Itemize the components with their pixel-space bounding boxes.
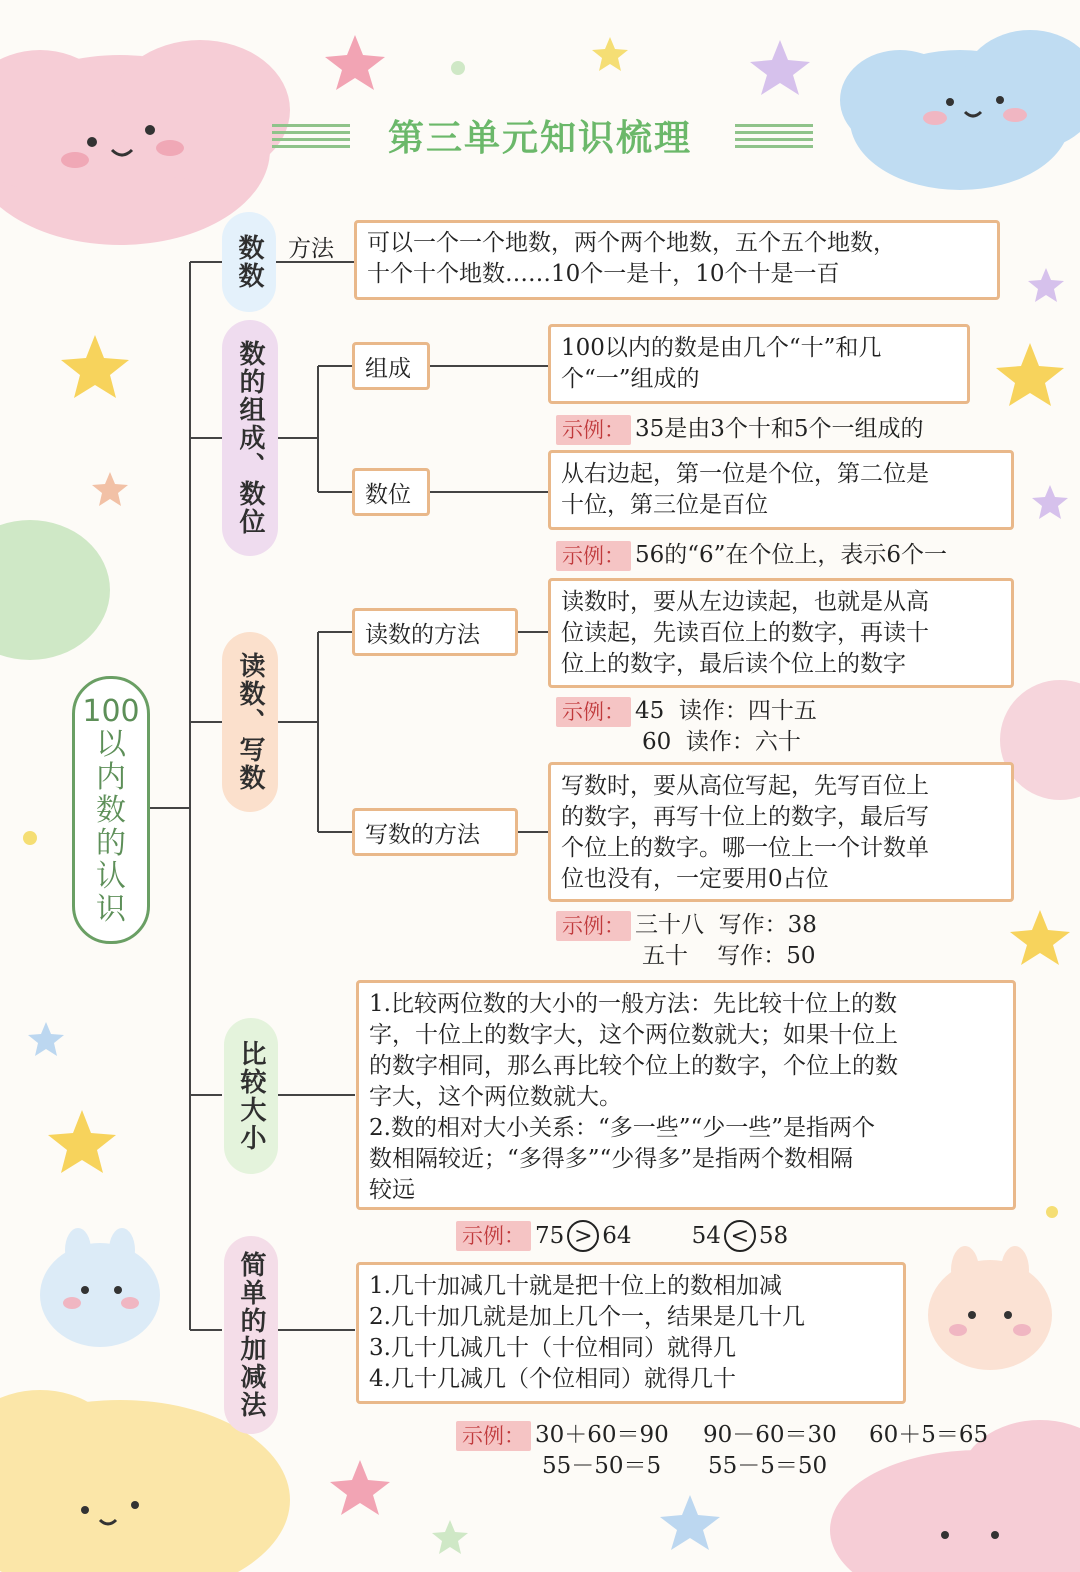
category-compare: 比较大小 (224, 1018, 278, 1174)
place-text-line: 从右边起，第一位是个位，第二位是 (561, 461, 929, 487)
addsub-text-line: 2.几十加几就是加上几个一，结果是几十几 (369, 1304, 805, 1330)
example-tag: 示例： (556, 415, 631, 445)
compare-value: 54 (691, 1222, 721, 1249)
example-text: 三十八 写作：38 (635, 912, 817, 938)
place-label: 数位 (352, 468, 430, 516)
category-count: 数数 (222, 212, 276, 312)
write-method-box (548, 762, 1014, 902)
compare-value: 75 (535, 1222, 565, 1249)
place-box (548, 450, 1014, 530)
equation: 55－5＝50 (708, 1453, 828, 1479)
star-icon (48, 1110, 116, 1173)
compose-box (548, 324, 970, 404)
read-text-line: 位上的数字，最后读个位上的数字 (561, 651, 906, 677)
star-icon (92, 472, 128, 506)
star-icon (996, 343, 1064, 406)
compare-text-line: 2.数的相对大小关系：“多一些”“少一些”是指两个 (369, 1115, 875, 1141)
compare-text-line: 数相隔较近；“多得多”“少得多”是指两个数相隔 (369, 1146, 854, 1172)
addsub-box (356, 1262, 906, 1404)
compare-text-line: 的数字相同，那么再比较个位上的数字，个位上的数 (369, 1053, 898, 1079)
addsub-text-line: 4.几十几减几（个位相同）就得几十 (369, 1366, 736, 1392)
greater-sign: > (567, 1220, 599, 1252)
star-icon (592, 37, 628, 71)
compare-value: 58 (758, 1222, 789, 1249)
addsub-example (456, 1420, 988, 1482)
compare-text-line: 字，十位上的数字大，这个两位数就大；如果十位上 (369, 1022, 898, 1048)
compare-example (456, 1220, 788, 1252)
compare-value: 64 (602, 1222, 632, 1249)
example-text: 60 读作：六十 (642, 729, 801, 755)
write-text-line: 写数时，要从高位写起，先写百位上 (561, 773, 929, 799)
example-text: 45 读作：四十五 (635, 698, 817, 724)
compare-text-line: 字大，这个两位数就大。 (369, 1084, 622, 1110)
write-example (556, 910, 817, 972)
addsub-text-line: 3.几十几减几十（十位相同）就得几 (369, 1335, 736, 1361)
category-read-write: 读数、写数 (222, 632, 278, 812)
example-tag: 示例： (556, 697, 631, 727)
example-text: 56的“6”在个位上，表示6个一 (635, 542, 948, 568)
read-text-line: 位读起，先读百位上的数字，再读十 (561, 620, 929, 646)
equation: 60＋5＝65 (869, 1422, 989, 1448)
example-text: 五十 写作：50 (642, 943, 816, 969)
compose-text-line: 个“一”组成的 (561, 366, 700, 392)
read-method-label: 读数的方法 (352, 608, 518, 656)
compare-text-line: 1.比较两位数的大小的一般方法：先比较十位上的数 (369, 991, 897, 1017)
less-sign: < (724, 1220, 756, 1252)
star-icon (750, 40, 810, 95)
write-text-line: 个位上的数字。哪一位上一个计数单 (561, 835, 929, 861)
star-icon (325, 35, 385, 90)
count-method-box (354, 220, 1000, 300)
example-text: 35是由3个十和5个一组成的 (635, 416, 924, 442)
write-text-line: 位也没有，一定要用0占位 (561, 866, 829, 892)
category-composition: 数的组成、数位 (222, 320, 278, 556)
star-icon (1032, 485, 1068, 519)
compose-text-line: 100以内的数是由几个“十”和几 (561, 335, 882, 361)
equation: 90－60＝30 (703, 1422, 837, 1448)
compose-label: 组成 (352, 342, 430, 390)
equation: 55－50＝5 (542, 1453, 662, 1479)
write-text-line: 的数字，再写十位上的数字，最后写 (561, 804, 929, 830)
green-cloud-icon (0, 520, 110, 660)
count-text-line: 十个十个地数……10个一是十，10个十是一百 (367, 261, 840, 287)
blue-cloud-icon (840, 30, 1080, 190)
page-title: 第三单元知识梳理 (387, 118, 692, 159)
read-example (556, 696, 817, 758)
star-icon (432, 1520, 468, 1554)
example-tag: 示例： (556, 541, 631, 571)
compare-text-line: 较远 (369, 1177, 415, 1203)
write-method-label: 写数的方法 (352, 808, 518, 856)
read-method-box (548, 578, 1014, 688)
category-addsub: 简单的加减法 (224, 1236, 278, 1434)
example-tag: 示例： (456, 1421, 531, 1451)
star-icon (330, 1460, 390, 1515)
star-icon (28, 1022, 64, 1056)
compose-example (556, 414, 924, 445)
star-icon (1010, 910, 1070, 965)
place-example (556, 540, 947, 571)
bunny-icon (928, 1246, 1052, 1370)
read-text-line: 读数时，要从左边读起，也就是从高 (561, 589, 929, 615)
compare-box (356, 980, 1016, 1210)
star-icon (660, 1495, 720, 1550)
star-icon (61, 335, 129, 398)
count-text-line: 可以一个一个地数，两个两个地数，五个五个地数， (367, 230, 896, 256)
equation: 30＋60＝90 (535, 1422, 669, 1448)
place-text-line: 十位，第三位是百位 (561, 492, 768, 518)
example-tag: 示例： (556, 911, 631, 941)
root-topic: 100以内数的认识 (72, 676, 150, 944)
star-icon (1028, 268, 1064, 302)
bunny-icon (40, 1228, 160, 1347)
addsub-text-line: 1.几十加减几十就是把十位上的数相加减 (369, 1273, 782, 1299)
example-tag: 示例： (456, 1221, 531, 1251)
method-label: 方法 (288, 236, 334, 262)
